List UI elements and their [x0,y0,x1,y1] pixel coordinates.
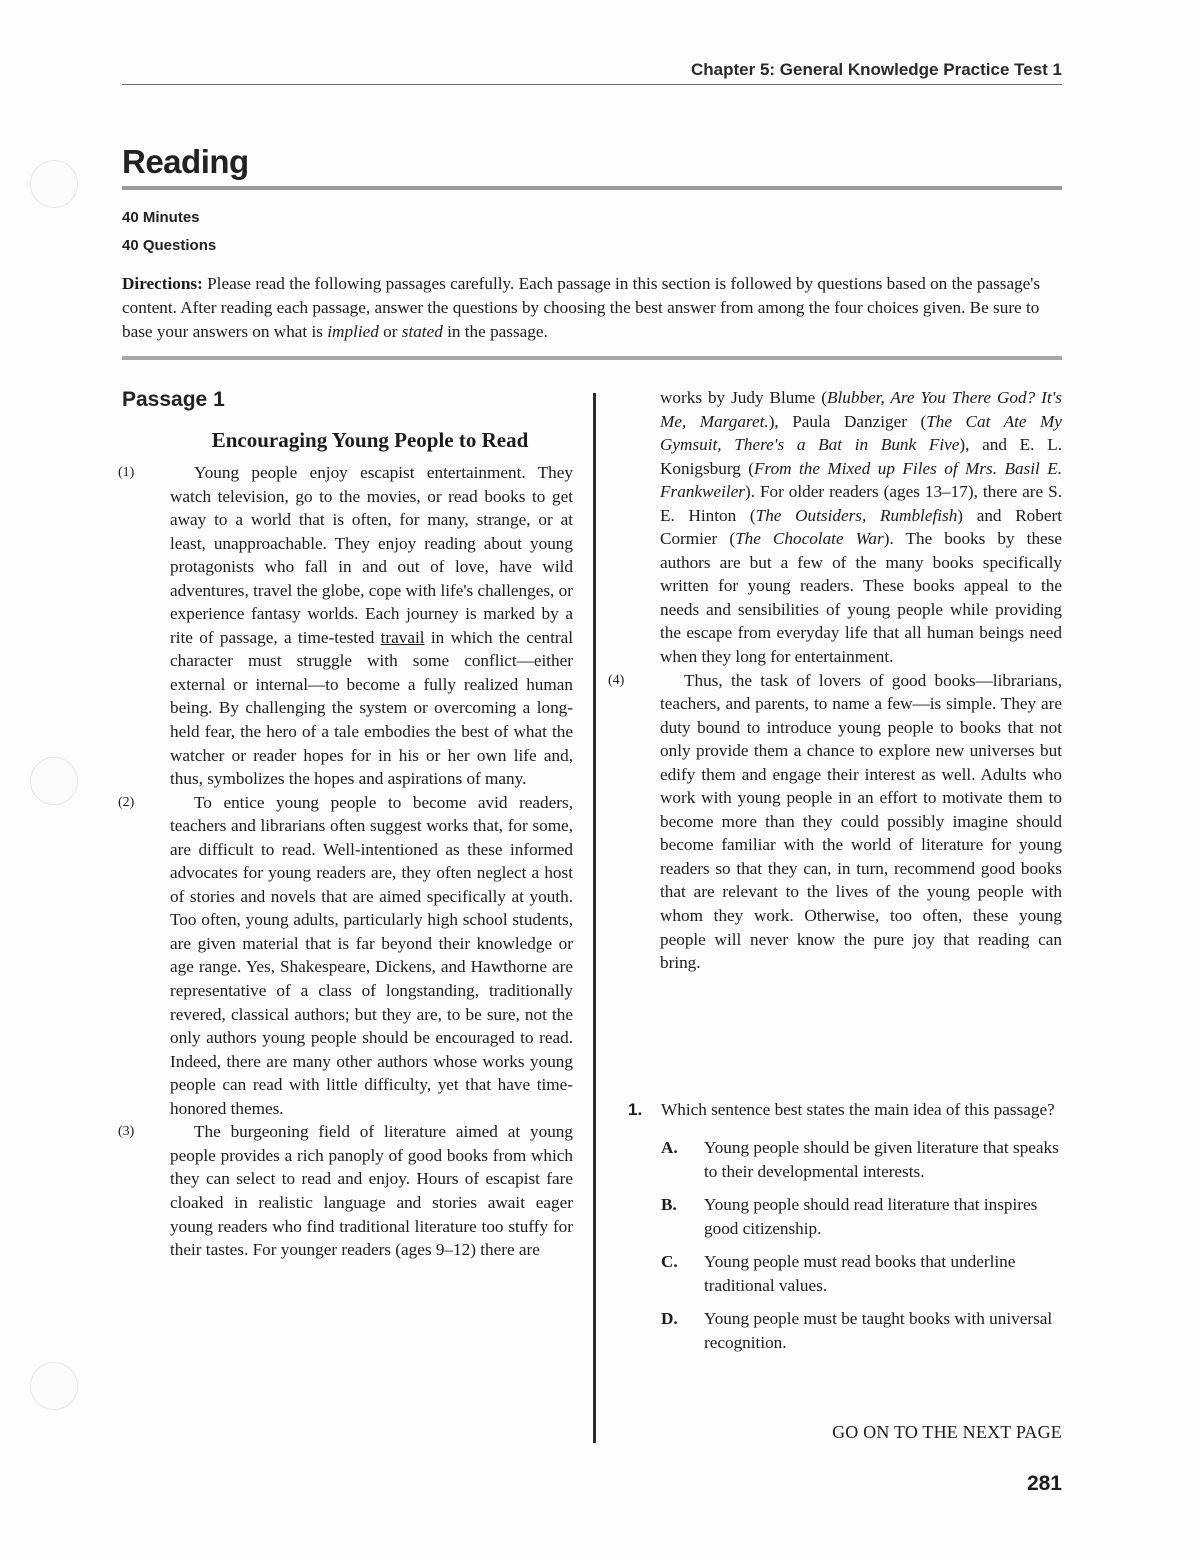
time-limit: 40 Minutes [122,209,200,226]
vocab-word: travail [380,627,425,647]
answer-choice-c[interactable] [661,1250,1068,1298]
passage-label: Passage 1 [122,388,225,411]
paragraph-2: (2) To entice young people to become avid readers, teachers and librarians often suggest works that, for some, are difficult to read. Well-intentioned as these informed advocates for young readers are, they often neglect a host of stories and novels that are aimed specifically at youth. Too often, young adults, particularly high school students, are given material that is far beyond their knowledge or age range. Yes, Shakespeare, Dickens, and Hawthorne are representative of a class of longstanding, traditionally revered, classical authors; but they are, to be sure, not the only authors young people should be encouraged to read. Indeed, there are many other authors whose works young people can read with little difficulty, yet that have time-honored themes. [118,792,573,1118]
page-number: 281 [1026,1472,1062,1495]
paragraph-3: (3) The burgeoning field of literature aimed at young people provides a rich panoply of good books from which they can select to read and enjoy. Hours of escapist fare cloaked in realistic language and stories await eager young readers who find traditional literature too stuffy for their tastes. For younger readers (ages 9–12) there are [118,1122,573,1260]
paragraph-1: (1) Young people enjoy escapist entertainment. They watch television, go to the movies, or read books to get away to a world that is often, for many, strange, or at least, unapproachable. They enjoy reading about young protagonists who fall in and out of love, have wild adventures, travel the globe, cope with life's challenges, or experience fantasy worlds. Each journey is marked by a rite of passage, a time-tested travail in which the central character must struggle with some conflict—either external or internal—to become a fully realized human being. By challenging the system or overcoming a long-held fear, the hero of a tale embodies the best of what the watcher or reader hopes for in his or her own life and, thus, symbolizes the hopes and aspirations of many. [118,463,573,789]
section-rule [122,186,1062,190]
paragraph-number: (2) [118,794,135,810]
go-on-notice: GO ON TO THE NEXT PAGE [832,1422,1062,1442]
running-head: Chapter 5: General Knowledge Practice Test 1 [691,60,1062,79]
directions-rule [122,356,1062,360]
paragraph-4: (4) Thus, the task of lovers of good books—librarians, teachers, and parents, to name a few—is simple. They are duty bound to introduce young people to books that not only provide them a chance to explore new universes but edify them and engage their interest as well. Adults who work with young people in an effort to motivate them to become more than they could possibly imagine should become familiar with the world of literature for young readers so that they can, in turn, recommend good books that are relevant to the lives of the young people with whom they work. Otherwise, too often, these young people will never know the pure joy that reading can bring. [608,670,1062,973]
paragraph-3-continued: works by Judy Blume (Blubber, Are You There God? It's Me, Margaret.), Paula Danziger (The Cat Ate My Gymsuit, There's a Bat in Bunk Five), and E. L. Konigsburg (From the Mixed up Files of Mrs. Basil E. Frankweiler). For older readers (ages 13–17), there are S. E. Hinton (The Outsiders, Rumblefish) and Robert Cormier (The Chocolate War). The books by these authors are but a few of the many books specifically written for young readers. These books appeal to the needs and sensibilities of young people while providing the escape from everyday life that all human beings need when they long for entertainment. [660,388,1062,667]
choice-text: Young people must be taught books with universal recognition. [704,1309,1053,1352]
answer-choice-a[interactable] [661,1136,1068,1184]
header-rule [122,84,1062,85]
choice-letter: D. [661,1309,678,1328]
directions-label: Directions: [122,274,203,293]
section-title: Reading [122,143,249,180]
paragraph-number: (1) [118,465,135,480]
punch-hole-bottom [30,1362,78,1410]
answer-choice-d[interactable] [661,1307,1068,1355]
paragraph-number: (3) [118,1124,135,1140]
question-stem: Which sentence best states the main idea of this passage? [661,1100,1055,1119]
paragraph-number: (4) [608,672,625,688]
passage-title: Encouraging Young People to Read [211,428,529,452]
choice-letter: B. [661,1195,677,1214]
punch-hole-middle [30,757,78,805]
choice-text: Young people should be given literature that speaks to their developmental interests. [704,1138,1059,1181]
question-1 [628,1098,1068,1355]
choice-text: Young people should read literature that inspires good citizenship. [704,1195,1038,1238]
left-column [118,461,573,1262]
question-count: 40 Questions [122,237,217,254]
punch-hole-top [30,160,78,208]
choice-letter: A. [661,1138,678,1157]
column-divider [593,393,596,1443]
question-number: 1. [628,1100,643,1119]
choice-text: Young people must read books that underline traditional values. [704,1252,1016,1295]
directions: Directions: Please read the following passages carefully. Each passage in this section is followed by questions based on the passage's content. After reading each passage, answer the questions by choosing the best answer from among the four choices given. Be sure to base your answers on what is implied or stated in the passage. [122,274,1041,341]
right-column [608,386,1062,975]
choice-letter: C. [661,1252,678,1271]
answer-choice-b[interactable] [661,1193,1068,1241]
